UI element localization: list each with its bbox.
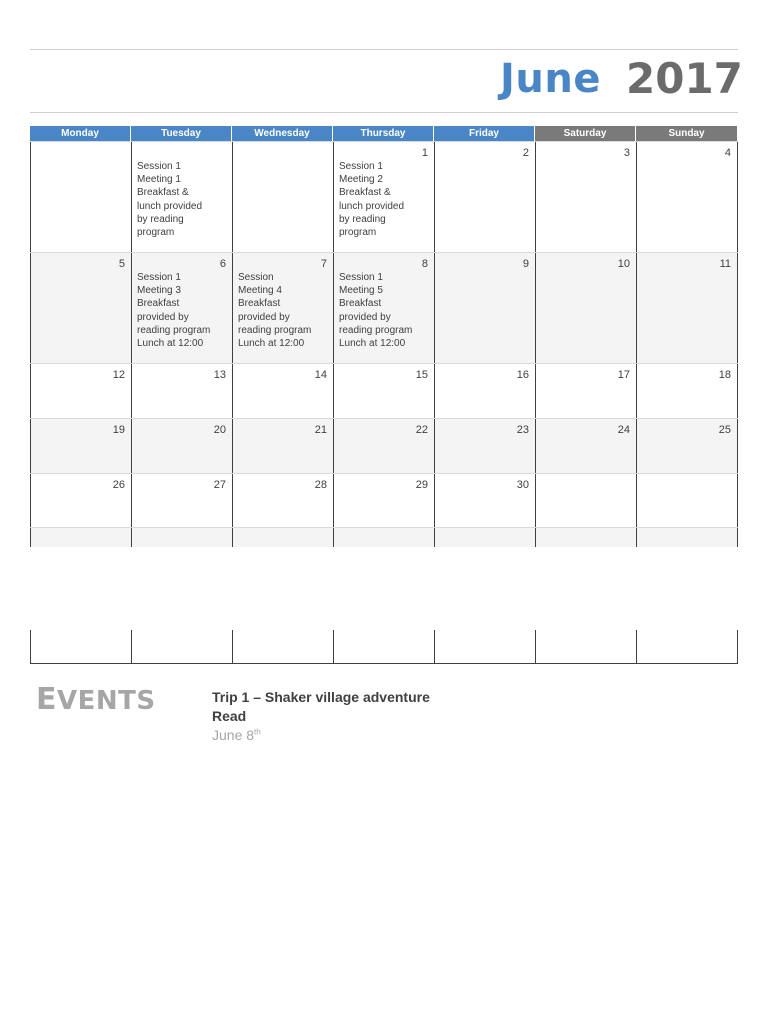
day-number: 19 [112,424,125,436]
bottom-rule [30,112,738,113]
day-number: 7 [320,258,327,270]
day-cell[interactable] [131,364,232,418]
day-number: 12 [112,369,125,381]
day-cell[interactable] [333,630,434,664]
calendar-grid [30,126,738,547]
day-cell[interactable] [434,253,535,363]
day-number: 15 [415,369,428,381]
week-row [30,527,738,547]
day-number: 20 [213,424,226,436]
day-cell[interactable] [636,364,738,418]
day-cell[interactable] [232,364,333,418]
day-cell[interactable] [535,630,636,664]
day-number: 9 [522,258,529,270]
week-row [30,473,738,527]
day-cell[interactable] [535,364,636,418]
day-cell[interactable] [434,419,535,473]
weekday-header-row [30,126,738,141]
day-number: 18 [718,369,731,381]
weekday-header-monday: Monday [30,126,131,141]
day-cell[interactable] [131,253,232,363]
day-number: 26 [112,479,125,491]
day-note: Session 1 Meeting 2 Breakfast & lunch provided by reading program [339,161,405,239]
day-cell[interactable] [131,419,232,473]
day-cell[interactable] [434,474,535,527]
day-cell[interactable] [434,364,535,418]
event-name: Trip 1 – Shaker village adventure Read [212,689,430,724]
day-note: Session 1 Meeting 3 Breakfast provided by reading program Lunch at 12:00 [137,272,211,350]
day-number: 29 [415,479,428,491]
day-number: 14 [314,369,327,381]
day-cell[interactable] [30,419,131,473]
day-cell[interactable] [636,528,738,547]
day-cell[interactable] [30,528,131,547]
top-rule [30,49,738,50]
day-number: 1 [421,147,428,159]
day-note: Session Meeting 4 Breakfast provided by reading program Lunch at 12:00 [238,272,312,350]
day-cell[interactable] [535,474,636,527]
day-cell[interactable] [131,142,232,252]
weekday-header-friday: Friday [434,126,535,141]
week-row [30,252,738,363]
day-cell[interactable] [535,419,636,473]
weekday-header-saturday: Saturday [535,126,636,141]
day-number: 23 [516,424,529,436]
day-cell[interactable] [333,253,434,363]
day-cell[interactable] [535,528,636,547]
day-cell[interactable] [333,528,434,547]
day-number: 13 [213,369,226,381]
weekday-header-tuesday: Tuesday [131,126,232,141]
day-cell[interactable] [535,253,636,363]
day-number: 16 [516,369,529,381]
day-cell[interactable] [232,253,333,363]
day-cell[interactable] [30,142,131,252]
day-cell[interactable] [232,142,333,252]
day-cell[interactable] [636,253,738,363]
day-cell[interactable] [333,474,434,527]
day-cell[interactable] [232,630,333,664]
day-number: 30 [516,479,529,491]
day-number: 17 [617,369,630,381]
event-date: June 8th [212,727,261,743]
day-note: Session 1 Meeting 1 Breakfast & lunch provided by reading program [137,161,203,239]
day-cell[interactable] [636,630,738,664]
day-number: 4 [724,147,731,159]
day-cell[interactable] [232,474,333,527]
year-title: 2017 [626,54,743,103]
weekday-header-wednesday: Wednesday [232,126,333,141]
day-number: 22 [415,424,428,436]
day-cell[interactable] [636,142,738,252]
events-heading: EVENTS [36,682,156,717]
day-cell[interactable] [333,419,434,473]
day-number: 21 [314,424,327,436]
day-cell[interactable] [131,474,232,527]
day-cell[interactable] [232,528,333,547]
month-title: June [500,56,601,102]
day-number: 24 [617,424,630,436]
weekday-header-sunday: Sunday [636,126,738,141]
day-cell[interactable] [434,142,535,252]
page-gap [0,548,768,630]
day-cell[interactable] [30,253,131,363]
day-number: 11 [719,258,731,270]
day-cell[interactable] [131,630,232,664]
day-cell[interactable] [30,630,131,664]
day-cell[interactable] [232,419,333,473]
day-cell[interactable] [434,630,535,664]
day-cell[interactable] [30,474,131,527]
day-number: 10 [617,258,630,270]
day-cell[interactable] [333,364,434,418]
day-cell[interactable] [535,142,636,252]
day-number: 2 [522,147,529,159]
day-cell[interactable] [30,364,131,418]
day-cell[interactable] [131,528,232,547]
weekday-header-thursday: Thursday [333,126,434,141]
day-number: 25 [718,424,731,436]
calendar-continuation-row [30,630,738,664]
day-number: 28 [314,479,327,491]
day-note: Session 1 Meeting 5 Breakfast provided by reading program Lunch at 12:00 [339,272,413,350]
day-number: 8 [421,258,428,270]
week-row [30,418,738,473]
day-cell[interactable] [333,142,434,252]
day-number: 27 [213,479,226,491]
day-number: 5 [118,258,125,270]
day-cell[interactable] [636,419,738,473]
day-cell[interactable] [434,528,535,547]
day-number: 6 [219,258,226,270]
day-number: 3 [623,147,630,159]
day-cell[interactable] [636,474,738,527]
week-row [30,363,738,418]
week-row [30,141,738,252]
